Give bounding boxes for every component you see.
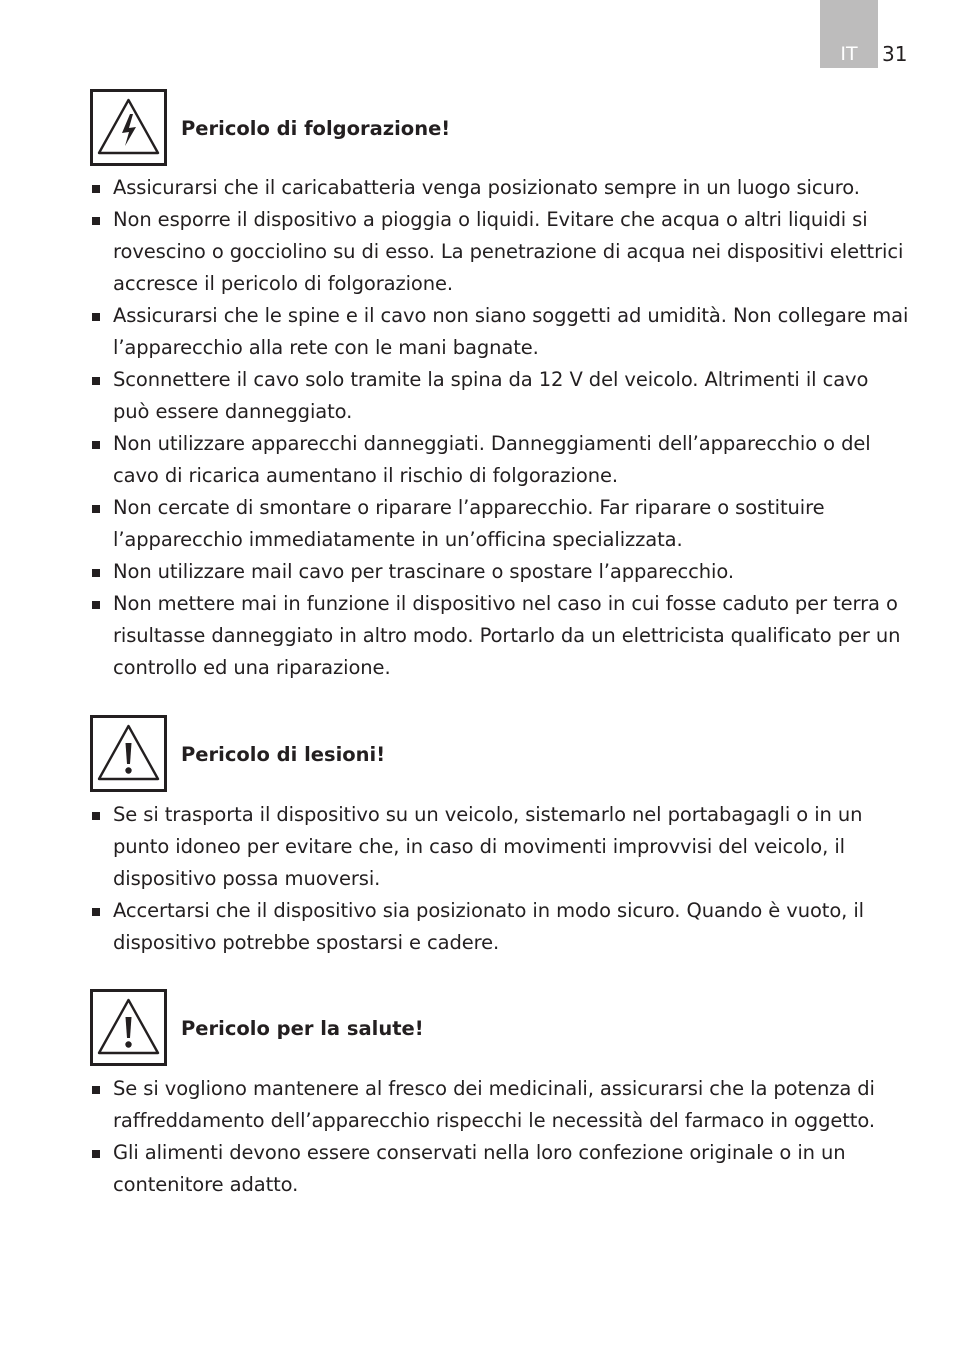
bullet-square-icon bbox=[92, 569, 100, 577]
bullet-square-icon bbox=[92, 377, 100, 385]
bullet-square-icon bbox=[92, 908, 100, 916]
bullet-square-icon bbox=[92, 313, 100, 321]
list-item: Non cercate di smontare o riparare l’apparecchio. Far riparare o sostituire l’apparecchio immediatamente in un’officina specializzata. bbox=[90, 492, 910, 556]
list-item: Sconnettere il cavo solo tramite la spina da 12 V del veicolo. Altrimenti il cavo può essere danneggiato. bbox=[90, 364, 910, 428]
list-item: Non utilizzare mail cavo per trascinare o spostare l’apparecchio. bbox=[90, 556, 910, 588]
list-item: Non utilizzare apparecchi danneggiati. Danneggiamenti dell’apparecchio o del cavo di ricarica aumentano il rischio di folgorazione. bbox=[90, 428, 910, 492]
general-warning-icon bbox=[90, 989, 167, 1066]
list-item: Assicurarsi che il caricabatteria venga posizionato sempre in un luogo sicuro. bbox=[90, 172, 910, 204]
section-title: Pericolo di lesioni! bbox=[181, 743, 386, 766]
page-number: 31 bbox=[882, 42, 908, 66]
list-item: Gli alimenti devono essere conservati nella loro confezione originale o in un contenitore adatto. bbox=[90, 1137, 910, 1201]
language-tab-label: IT bbox=[840, 43, 858, 65]
bullet-square-icon bbox=[92, 217, 100, 225]
bullet-list bbox=[90, 799, 910, 959]
list-item: Se si trasporta il dispositivo su un veicolo, sistemarlo nel portabagagli o in un punto idoneo per evitare che, in caso di movimenti improvvisi del veicolo, il dispositivo possa muoversi. bbox=[90, 799, 910, 895]
list-item: Se si vogliono mantenere al fresco dei medicinali, assicurarsi che la potenza di raffreddamento dell’apparecchio rispecchi le necessità del farmaco in oggetto. bbox=[90, 1073, 910, 1137]
bullet-square-icon bbox=[92, 601, 100, 609]
bullet-square-icon bbox=[92, 185, 100, 193]
list-item: Non esporre il dispositivo a pioggia o liquidi. Evitare che acqua o altri liquidi si rovescino o gocciolino su di esso. La penetrazione di acqua nei dispositivi elettrici accresce il pericolo di folgorazione. bbox=[90, 204, 910, 300]
list-item: Accertarsi che il dispositivo sia posizionato in modo sicuro. Quando è vuoto, il dispositivo potrebbe spostarsi e cadere. bbox=[90, 895, 910, 959]
list-item: Assicurarsi che le spine e il cavo non siano soggetti ad umidità. Non collegare mai l’apparecchio alla rete con le mani bagnate. bbox=[90, 300, 910, 364]
bullet-square-icon bbox=[92, 441, 100, 449]
bullet-square-icon bbox=[92, 812, 100, 820]
general-warning-icon bbox=[90, 715, 167, 792]
bullet-square-icon bbox=[92, 505, 100, 513]
bullet-square-icon bbox=[92, 1086, 100, 1094]
bullet-list bbox=[90, 172, 910, 684]
list-item: Non mettere mai in funzione il dispositivo nel caso in cui fosse caduto per terra o risultasse danneggiato in altro modo. Portarlo da un elettricista qualificato per un controllo ed una riparazione. bbox=[90, 588, 910, 684]
section-title: Pericolo per la salute! bbox=[181, 1017, 424, 1040]
bullet-list bbox=[90, 1073, 910, 1201]
electric-shock-warning-icon bbox=[90, 89, 167, 166]
bullet-square-icon bbox=[92, 1150, 100, 1158]
section-title: Pericolo di folgorazione! bbox=[181, 117, 451, 140]
